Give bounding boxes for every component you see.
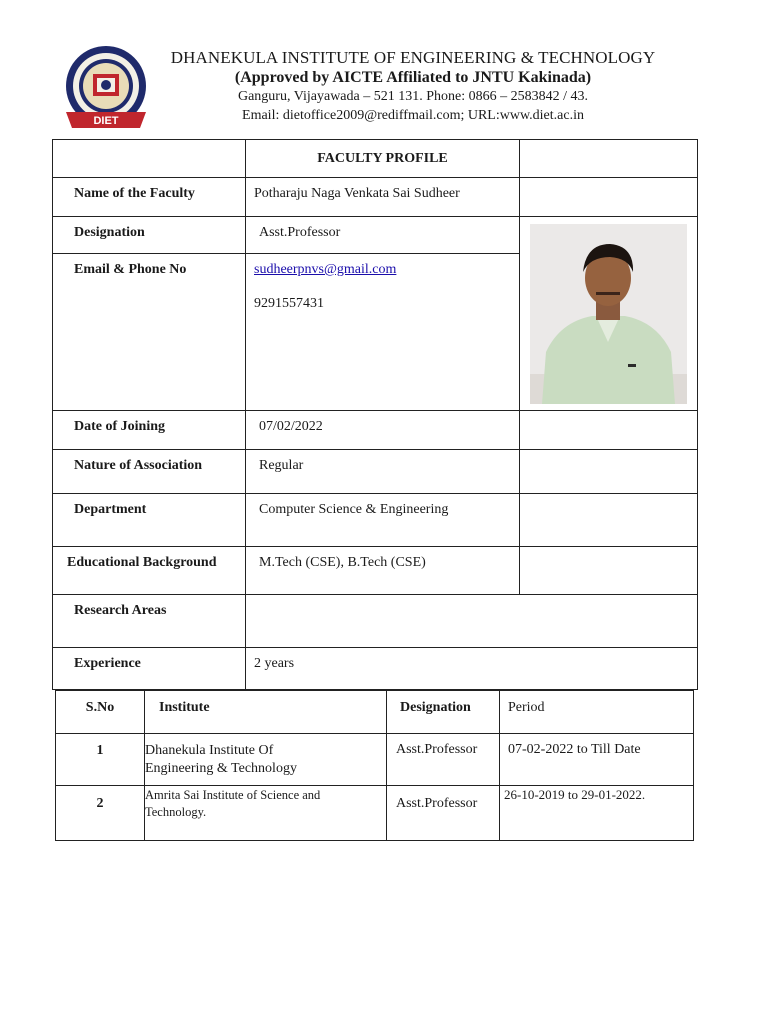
designation-header: Designation	[387, 691, 500, 734]
designation-value: Asst.Professor	[246, 217, 520, 254]
experience-table	[55, 690, 694, 841]
joining-label: Date of Joining	[53, 411, 246, 450]
row-period: 26-10-2019 to 29-01-2022.	[500, 786, 694, 841]
table-row	[56, 786, 694, 841]
institute-logo	[58, 42, 154, 138]
contact-line: Email: dietoffice2009@rediffmail.com; URL:www.diet.ac.in	[242, 108, 584, 123]
contact-value	[246, 254, 520, 411]
row-sno: 1	[56, 734, 145, 786]
education-label: Educational Background	[53, 547, 246, 595]
row-designation: Asst.Professor	[387, 734, 500, 786]
sno-header: S.No	[56, 691, 145, 734]
name-label: Name of the Faculty	[53, 178, 246, 217]
education-value: M.Tech (CSE), B.Tech (CSE)	[246, 547, 520, 595]
row-institute	[145, 734, 387, 786]
row-period: 07-02-2022 to Till Date	[500, 734, 694, 786]
department-label: Department	[53, 494, 246, 547]
institution-name: DHANEKULA INSTITUTE OF ENGINEERING & TECHNOLOGY	[170, 48, 656, 67]
row-institute	[145, 786, 387, 841]
name-value: Potharaju Naga Venkata Sai Sudheer	[246, 178, 520, 217]
institute-line: Amrita Sai Institute of Science and	[145, 788, 321, 802]
logo-text: DIET	[93, 115, 119, 127]
faculty-photo	[530, 224, 687, 404]
approval-line: (Approved by AICTE Affiliated to JNTU Kakinada)	[234, 69, 592, 86]
letterhead	[158, 48, 668, 125]
designation-label: Designation	[53, 217, 246, 254]
joining-value: 07/02/2022	[246, 411, 520, 450]
experience-label: Experience	[53, 648, 246, 690]
institute-line: Engineering & Technology	[145, 761, 297, 776]
institute-header: Institute	[145, 691, 387, 734]
row-designation: Asst.Professor	[387, 786, 500, 841]
research-value	[246, 595, 698, 648]
table-row	[56, 734, 694, 786]
contact-label: Email & Phone No	[53, 254, 246, 411]
row-sno: 2	[56, 786, 145, 841]
email-link[interactable]: sudheerpnvs@gmail.com	[254, 262, 397, 277]
institute-line: Technology.	[145, 805, 207, 819]
department-value: Computer Science & Engineering	[246, 494, 520, 547]
period-header: Period	[500, 691, 694, 734]
profile-title: FACULTY PROFILE	[246, 140, 520, 178]
experience-value: 2 years	[246, 648, 698, 690]
photo-cell	[520, 217, 698, 411]
association-label: Nature of Association	[53, 450, 246, 494]
research-label: Research Areas	[53, 595, 246, 648]
association-value: Regular	[246, 450, 520, 494]
address-line: Ganguru, Vijayawada – 521 131. Phone: 0866 – 2583842 / 43.	[237, 89, 589, 104]
phone-number: 9291557431	[254, 296, 324, 311]
faculty-profile-table	[52, 139, 698, 690]
institute-line: Dhanekula Institute Of	[145, 743, 274, 758]
